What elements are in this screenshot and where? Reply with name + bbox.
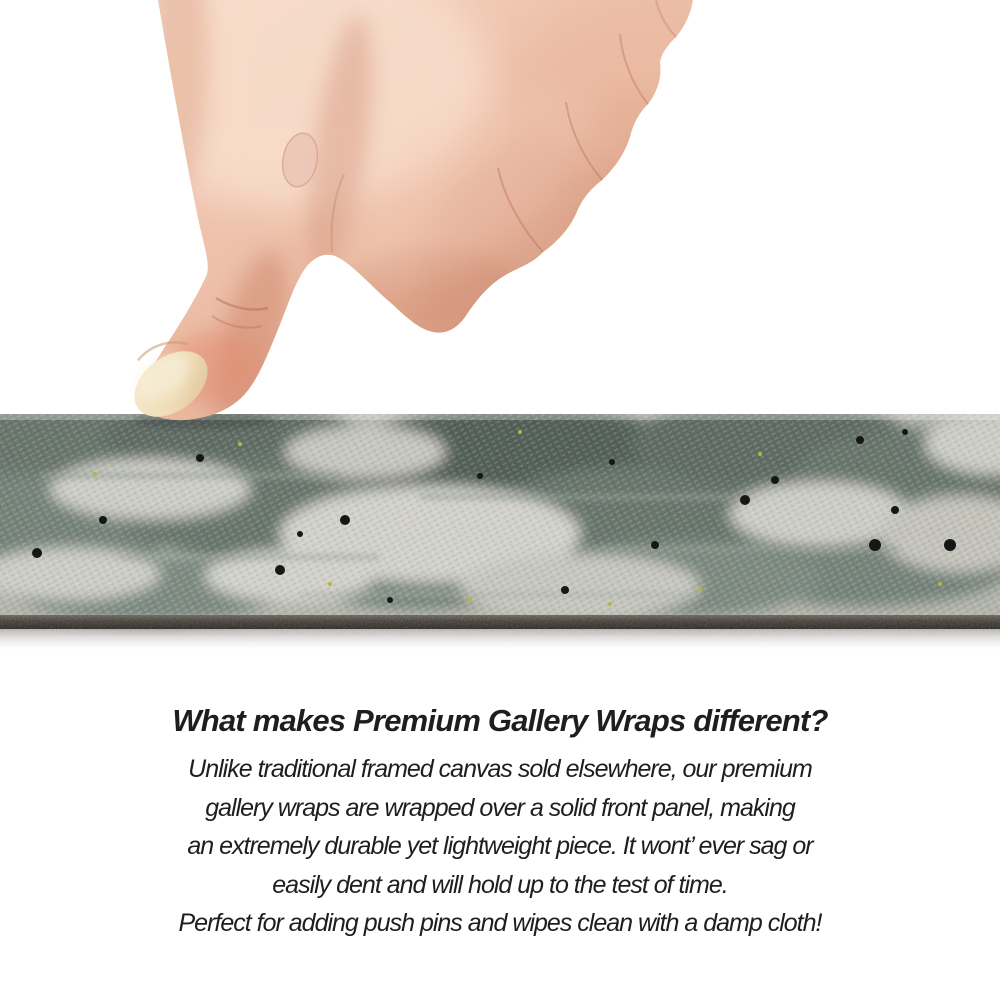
canvas-edge-strip [0, 414, 1000, 652]
hand-photo [0, 0, 1000, 440]
page-title: What makes Premium Gallery Wraps different? [172, 703, 828, 738]
canvas-grain [0, 414, 1000, 615]
canvas-texture [0, 414, 1000, 652]
caption-block [0, 700, 1000, 943]
body-line: easily dent and will hold up to the test of time. [272, 870, 728, 899]
body-line: Perfect for adding push pins and wipes clean with a damp cloth! [178, 909, 822, 937]
body-line: gallery wraps are wrapped over a solid front panel, making [205, 793, 795, 822]
body-line: an extremely durable yet lightweight piece. It wont’ ever sag or [187, 832, 813, 860]
strip-drop-shadow [0, 629, 1000, 652]
body-line: Unlike traditional framed canvas sold elsewhere, our premium [188, 755, 812, 783]
panel-edge-grain [0, 615, 1000, 629]
